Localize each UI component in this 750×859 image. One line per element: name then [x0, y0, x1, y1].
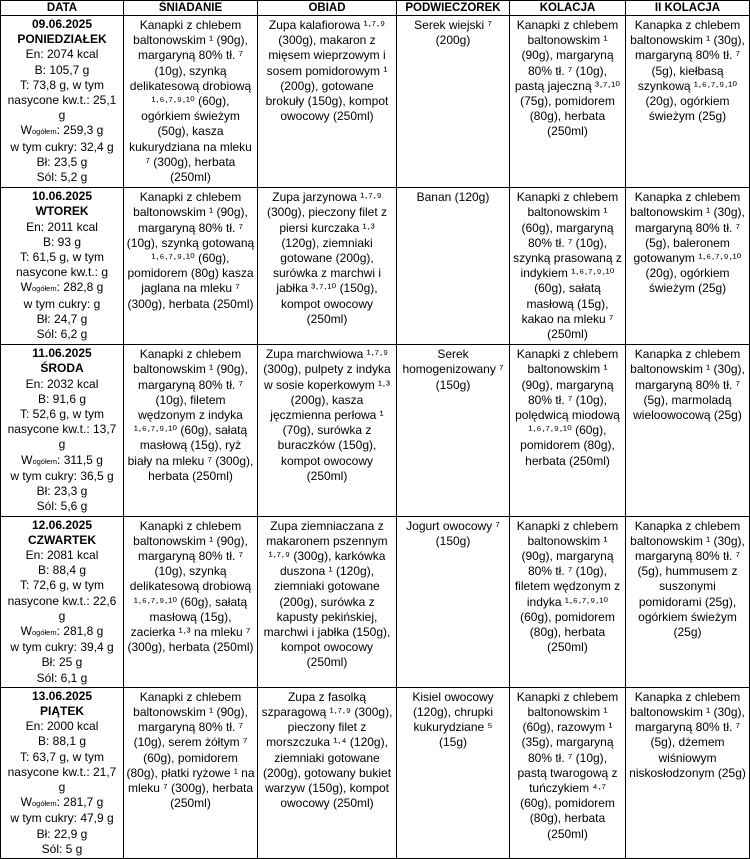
afternoon-snack-cell: Serek wiejski ⁷ (200g): [397, 16, 510, 188]
carbs-value: : 282,8 g: [56, 280, 104, 295]
nutrition-carbs: [3, 795, 121, 811]
day-row: [1, 516, 750, 687]
nutrition-fiber: Bł: 25 g: [41, 655, 83, 670]
day-date: 11.06.2025: [32, 346, 92, 361]
nutrition-carbs: [3, 453, 121, 469]
nutrition-fat: T: 63,7 g, w tym: [19, 749, 105, 764]
nutrition-saturated: nasycone kw.t.: 13,7 g: [7, 422, 117, 452]
nutrition-saturated: nasycone kw.t.: 21,7 g: [7, 764, 117, 794]
dinner-cell: Kanapki z chlebem baltonowskim ¹ (90g), margaryną 80% tł. ⁷ (10g), filetem wędzonym z indyka ¹·⁶·⁷·⁹·¹⁰ (60g), pomidorem (80g), herbata (250ml): [510, 516, 626, 687]
header-row: [1, 1, 750, 16]
header-date: DATA: [1, 1, 124, 16]
day-row: [1, 16, 750, 188]
nutrition-fiber: Bł: 22,9 g: [36, 826, 88, 841]
nutrition-protein: B: 88,4 g: [37, 563, 87, 578]
header-dinner: KOLACJA: [510, 1, 626, 16]
carbs-label: W: [20, 280, 32, 295]
carbs-value: : 281,7 g: [56, 795, 104, 810]
nutrition-fiber: Bł: 23,5 g: [36, 154, 88, 169]
afternoon-snack-cell: Banan (120g): [397, 188, 510, 345]
carbs-sub: ogółem: [32, 456, 58, 466]
afternoon-snack-cell: Jogurt owocowy ⁷ (150g): [397, 516, 510, 687]
second-dinner-cell: Kanapka z chlebem baltonowskim ¹ (30g), margaryną 80% tł. ⁷ (5g), kiełbasą szynkową ¹·⁶·⁷·⁹·¹⁰ (20g), ogórkiem świeżym (25g): [626, 16, 750, 188]
day-date: 12.06.2025: [31, 517, 93, 532]
carbs-sub: ogółem: [32, 799, 57, 809]
carbs-label: W: [20, 623, 32, 638]
afternoon-snack-cell: Serek homogenizowany ⁷ (150g): [397, 345, 510, 516]
second-dinner-cell: Kanapka z chlebem baltonowskim ¹ (30g), margaryną 80% tł. ⁷ (5g), dżemem wiśniowym niskosłodzonym (25g): [626, 687, 750, 858]
nutrition-energy: En: 2032 kcal: [25, 376, 99, 391]
nutrition-fat: T: 73,8 g, w tym: [19, 77, 105, 92]
nutrition-energy: En: 2081 kcal: [25, 547, 99, 562]
day-cell: [1, 188, 124, 345]
nutrition-sugars: w tym cukry: 39,4 g: [10, 640, 114, 655]
nutrition-energy: En: 2011 kcal: [26, 219, 98, 234]
nutrition-salt: Sól: 5,6 g: [36, 499, 88, 514]
nutrition-fat: T: 72,6 g, w tym: [19, 578, 105, 593]
second-dinner-cell: Kanapka z chlebem baltonowskim ¹ (30g), margaryną 80% tł. ⁷ (5g), baleronem gotowanym ¹·⁶·⁷·⁹·¹⁰ (20g), ogórkiem świeżym (25g): [626, 188, 750, 345]
nutrition-protein: B: 88,1 g: [37, 734, 87, 749]
day-row: [1, 188, 750, 345]
nutrition-salt: Sól: 5,2 g: [36, 170, 88, 185]
nutrition-sugars: w tym cukry: g: [23, 296, 101, 311]
nutrition-salt: Sól: 5 g: [41, 841, 83, 856]
dinner-cell: Kanapki z chlebem baltonowskim ¹ (90g), margaryną 80% tł. ⁷ (10g), polędwicą miodową ¹·⁶·⁷·⁹·¹⁰ (60g), pomidorem (80g), herbata (250ml): [510, 345, 626, 516]
day-row: [1, 345, 750, 516]
day-cell: [1, 345, 124, 516]
nutrition-carbs: [3, 624, 121, 640]
nutrition-energy: En: 2000 kcal: [25, 719, 99, 734]
day-name: WTOREK: [35, 204, 89, 219]
dinner-cell: Kanapki z chlebem baltonowskim ¹ (90g), margaryną 80% tł. ⁷ (10g), pastą jajeczną ³·⁷·¹⁰ (75g), pomidorem (80g), herbata (250ml): [510, 16, 626, 188]
nutrition-protein: B: 105,7 g: [34, 62, 90, 77]
carbs-value: : 281,8 g: [56, 623, 104, 638]
second-dinner-cell: Kanapka z chlebem baltonowskim ¹ (30g), margaryną 80% tł. ⁷ (5g), marmoladą wieloowocową (25g): [626, 345, 750, 516]
nutrition-fat: T: 61,5 g, w tym: [19, 250, 105, 265]
nutrition-sugars: w tym cukry: 36,5 g: [10, 468, 114, 483]
carbs-label: W: [20, 795, 32, 810]
carbs-sub: ogółem: [32, 627, 57, 637]
nutrition-fiber: Bł: 24,7 g: [36, 311, 88, 326]
carbs-label: W: [21, 452, 33, 467]
lunch-cell: Zupa marchwiowa ¹·⁷·⁹ (300g), pulpety z indyka w sosie koperkowym ¹·³ (200g), kasza jęczmienna perłowa ¹ (70g), surówka z buraczków (150g), kompot owocowy (250ml): [258, 345, 397, 516]
lunch-cell: Zupa ziemniaczana z makaronem pszennym ¹·⁷·⁹ (300g), karkówka duszona ¹ (120g), ziemniaki gotowane (200g), surówka z kapusty pekińskiej, marchwi i jabłka (150g), kompot owocowy (250ml): [258, 516, 397, 687]
day-name: CZWARTEK: [28, 532, 96, 547]
breakfast-cell: Kanapki z chlebem baltonowskim ¹ (90g), margaryną 80% tł. ⁷ (10g), szynką gotowaną ¹·⁶·⁷·⁹·¹⁰ (60g), pomidorem (80g) kasza jaglana na mleku ⁷ (300g), herbata (250ml): [124, 188, 258, 345]
day-cell: [1, 687, 124, 858]
day-date: 09.06.2025: [31, 17, 93, 31]
nutrition-fat: T: 52,6 g, w tym: [19, 407, 105, 422]
header-second-dinner: II KOLACJA: [626, 1, 750, 16]
carbs-label: W: [20, 123, 32, 138]
day-name: PIĄTEK: [39, 703, 84, 718]
dinner-cell: Kanapki z chlebem baltonowskim ¹ (60g), razowym ¹ (35g), margaryną 80% tł. ⁷ (10g), pastą twarogową z tuńczykiem ⁴·⁷ (60g), pomidorem (80g), herbata (250ml): [510, 687, 626, 858]
nutrition-fiber: Bł: 23,3 g: [36, 484, 88, 499]
day-name: PONIEDZIAŁEK: [17, 32, 107, 47]
carbs-value: : 311,5 g: [57, 452, 103, 467]
nutrition-saturated: nasycone kw.t.: g: [15, 265, 109, 280]
carbs-value: : 259,3 g: [56, 123, 104, 138]
breakfast-cell: Kanapki z chlebem baltonowskim ¹ (90g), margaryną 80% tł. ⁷ (10g), szynką delikatesową drobiową ¹·⁶·⁷·⁹·¹⁰ (60g), sałatą masłową (15g), zacierka ¹·³ na mleku ⁷ (300g), herbata (250ml): [124, 516, 258, 687]
header-lunch: OBIAD: [258, 1, 397, 16]
nutrition-saturated: nasycone kw.t.: 25,1 g: [7, 93, 117, 123]
second-dinner-cell: Kanapka z chlebem baltonowskim ¹ (30g), margaryną 80% tł. ⁷ (5g), hummusem z suszonymi pomidorami (25g), ogórkiem świeżym (25g): [626, 516, 750, 687]
day-date: 10.06.2025: [31, 189, 93, 204]
breakfast-cell: Kanapki z chlebem baltonowskim ¹ (90g), margaryną 80% tł. ⁷ (10g), szynką delikatesową drobiową ¹·⁶·⁷·⁹·¹⁰ (60g), ogórkiem świeżym (50g), kasza kukurydziana na mleku ⁷ (300g), herbata (250ml): [124, 16, 258, 188]
lunch-cell: Zupa jarzynowa ¹·⁷·⁹ (300g), pieczony filet z piersi kurczaka ¹·³ (120g), ziemniaki gotowane (200g), surówka z marchwi i jabłka ³·⁷·¹⁰ (150g), kompot owocowy (250ml): [258, 188, 397, 345]
afternoon-snack-cell: Kisiel owocowy (120g), chrupki kukurydziane ⁵ (15g): [397, 687, 510, 858]
header-afternoon-snack: PODWIECZOREK: [397, 1, 510, 16]
day-cell: [1, 16, 124, 188]
nutrition-carbs: [3, 123, 121, 139]
nutrition-protein: B: 91,6 g: [37, 391, 87, 406]
nutrition-salt: Sól: 6,1 g: [36, 670, 88, 685]
nutrition-sugars: w tym cukry: 32,4 g: [10, 139, 114, 154]
day-cell: [1, 516, 124, 687]
day-name: ŚRODA: [40, 361, 84, 376]
nutrition-energy: En: 2074 kcal: [25, 47, 99, 62]
day-date: 13.06.2025: [31, 688, 93, 703]
nutrition-carbs: [3, 280, 121, 296]
carbs-sub: ogółem: [32, 284, 57, 294]
day-row: [1, 687, 750, 858]
nutrition-salt: Sól: 6,2 g: [36, 327, 88, 342]
header-breakfast: ŚNIADANIE: [124, 1, 258, 16]
nutrition-sugars: w tym cukry: 47,9 g: [10, 811, 114, 826]
dinner-cell: Kanapki z chlebem baltonowskim ¹ (60g), margaryną 80% tł. ⁷ (10g), szynką prasowaną z indykiem ¹·⁶·⁷·⁹·¹⁰ (60g), sałatą masłową (15g), kakao na mleku ⁷ (250ml): [510, 188, 626, 345]
carbs-sub: ogółem: [32, 127, 57, 137]
breakfast-cell: Kanapki z chlebem baltonowskim ¹ (90g), margaryną 80% tł. ⁷ (10g), serem żółtym ⁷ (60g), pomidorem (80g), płatki ryżowe ¹ na mleku ⁷ (300g), herbata (250ml): [124, 687, 258, 858]
lunch-cell: Zupa z fasolką szparagową ¹·⁷·⁹ (300g), pieczony filet z morszczuka ¹·⁴ (120g), ziemniaki gotowane (200g), gotowany bukiet warzyw (150g), kompot owocowy (250ml): [258, 687, 397, 858]
lunch-cell: Zupa kalafiorowa ¹·⁷·⁹ (300g), makaron z mięsem wieprzowym i sosem pomidorowym ¹ (200g), gotowane brokuły (150g), kompot owocowy (250ml): [258, 16, 397, 188]
breakfast-cell: Kanapki z chlebem baltonowskim ¹ (90g), margaryną 80% tł. ⁷ (10g), filetem wędzonym z indyka ¹·⁶·⁷·⁹·¹⁰ (60g), sałatą masłową (15g), ryż biały na mleku ⁷ (300g), herbata (250ml): [124, 345, 258, 516]
nutrition-saturated: nasycone kw.t.: 22,6 g: [7, 593, 117, 623]
nutrition-protein: B: 93 g: [42, 234, 82, 249]
